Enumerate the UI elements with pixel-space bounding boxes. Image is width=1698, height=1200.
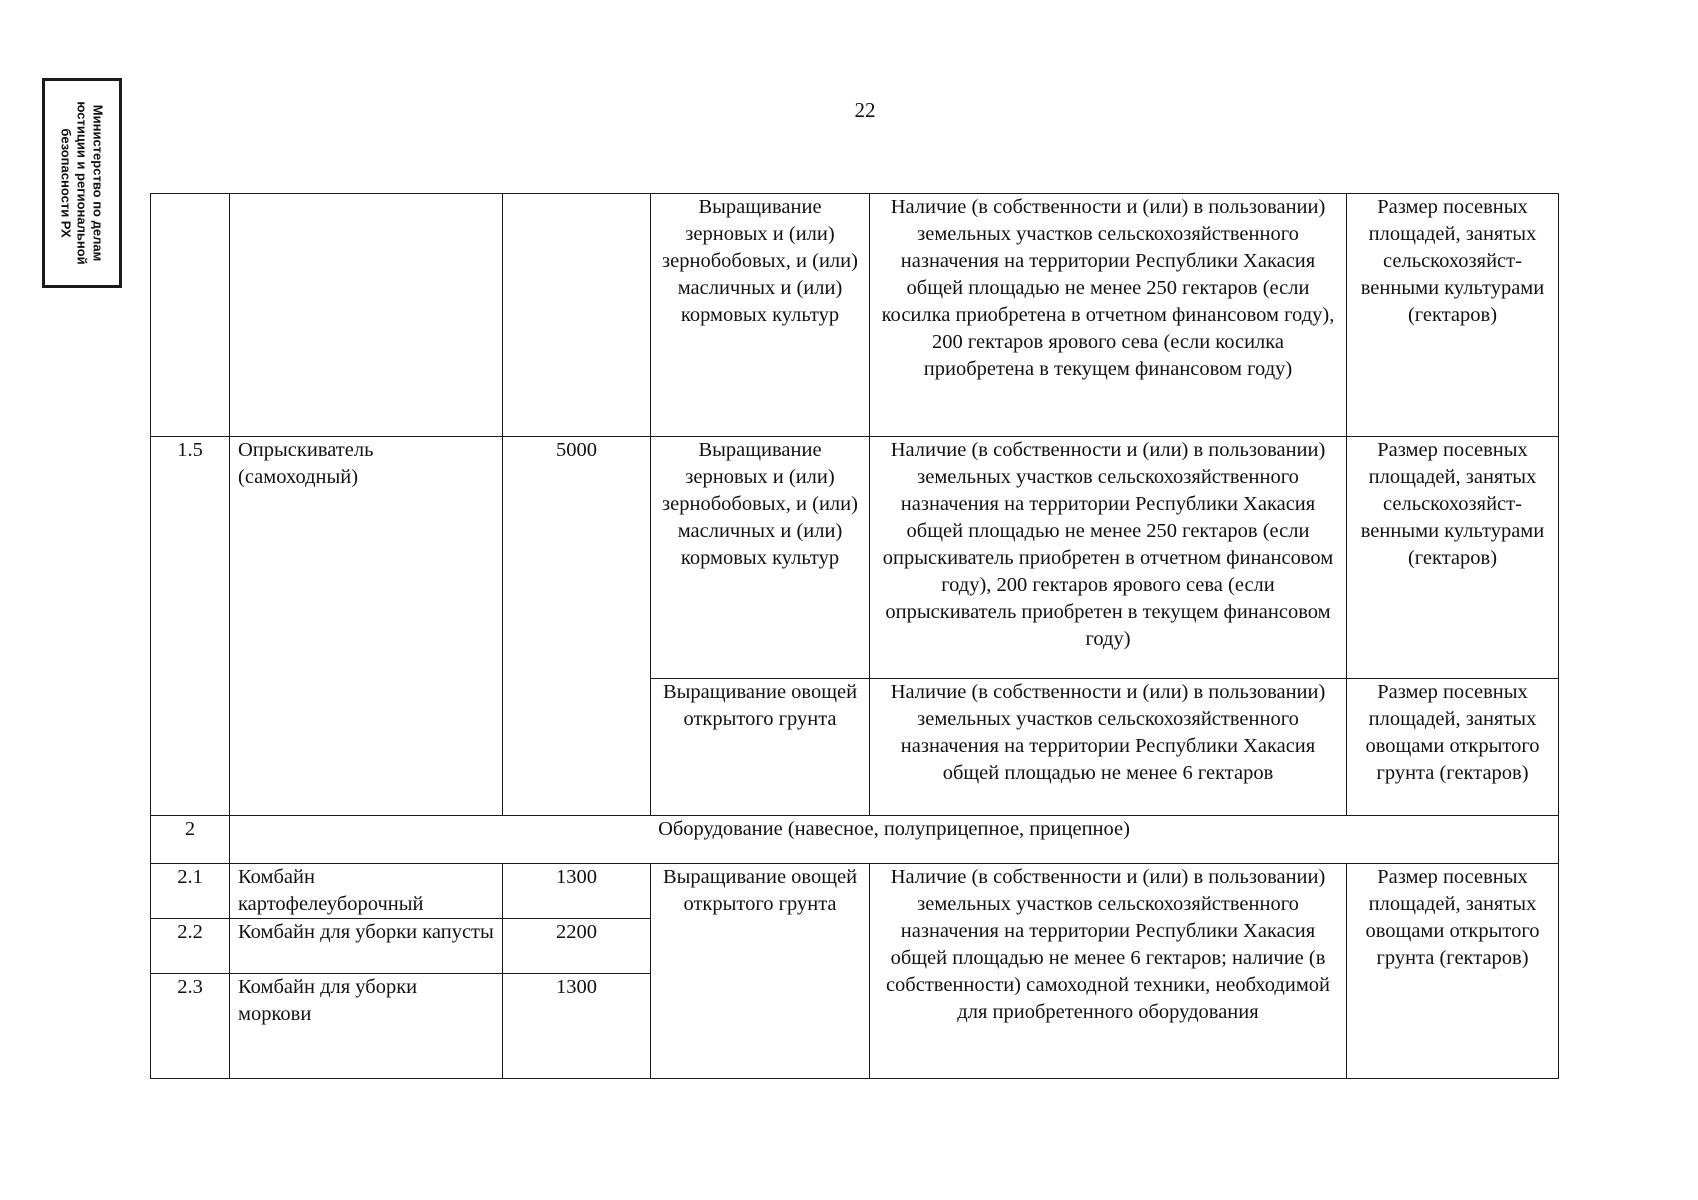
- equipment-name-cell: Комбайн для уборки моркови: [230, 974, 503, 1079]
- indicator-cell: Размер посевных площадей, занятых овощами открытого грунта (гектаров): [1347, 679, 1559, 816]
- amount-cell: 1300: [503, 974, 651, 1079]
- row-number-cell: 2.2: [151, 919, 230, 974]
- row-number-cell: 2.3: [151, 974, 230, 1079]
- activity-cell: Выращивание зерновых и (или) зернобобовых, и (или) масличных и (или) кормовых культур: [651, 194, 870, 437]
- table-row: [151, 437, 1559, 679]
- row-number-cell: 1.5: [151, 437, 230, 816]
- equipment-name-cell: Комбайн картофелеуборочный: [230, 864, 503, 919]
- table-row: [151, 194, 1559, 437]
- page-number: 22: [854, 98, 876, 122]
- condition-cell: Наличие (в собственности и (или) в пользовании) земельных участков сельскохозяйственного назначения на территории Республики Хакасия общей площадью не менее 6 гектаров: [870, 679, 1347, 816]
- equipment-name-cell: Комбайн для уборки капусты: [230, 919, 503, 974]
- section-title-cell: Оборудование (навесное, полуприцепное, прицепное): [230, 816, 1559, 864]
- amount-cell: 5000: [503, 437, 651, 816]
- indicator-cell: Размер посевных площадей, занятых сельскохозяйст-венными культурами (гектаров): [1347, 437, 1559, 679]
- condition-cell: Наличие (в собственности и (или) в пользовании) земельных участков сельскохозяйственного назначения на территории Республики Хакасия общей площадью не менее 250 гектаров (если косилка приобретена в отчетном финансовом году), 200 гектаров ярового сева (если косилка приобретена в текущем финансовом году): [870, 194, 1347, 437]
- equipment-name-cell: [230, 194, 503, 437]
- section-number-cell: 2: [151, 816, 230, 864]
- table-row: [151, 864, 1559, 919]
- indicator-cell: Размер посевных площадей, занятых овощами открытого грунта (гектаров): [1347, 864, 1559, 1079]
- activity-cell: Выращивание овощей открытого грунта: [651, 679, 870, 816]
- amount-cell: [503, 194, 651, 437]
- equipment-name-cell: Опрыскиватель (самоходный): [230, 437, 503, 816]
- row-number-cell: [151, 194, 230, 437]
- condition-cell: Наличие (в собственности и (или) в пользовании) земельных участков сельскохозяйственного назначения на территории Республики Хакасия общей площадью не менее 250 гектаров (если опрыскиватель приобретен в отчетном финансовом году), 200 гектаров ярового сева (если опрыскиватель приобретен в текущем финансовом году): [870, 437, 1347, 679]
- indicator-cell: Размер посевных площадей, занятых сельскохозяйст-венными культурами (гектаров): [1347, 194, 1559, 437]
- activity-cell: Выращивание овощей открытого грунта: [651, 864, 870, 1079]
- amount-cell: 1300: [503, 864, 651, 919]
- stamp-text: Министерство по делам юстиции и региональной безопасности РХ: [59, 101, 107, 265]
- requirements-table: [150, 193, 1559, 1079]
- amount-cell: 2200: [503, 919, 651, 974]
- condition-cell: Наличие (в собственности и (или) в пользовании) земельных участков сельскохозяйственного назначения на территории Республики Хакасия общей площадью не менее 6 гектаров; наличие (в собственности) самоходной техники, необходимой для приобретенного оборудования: [870, 864, 1347, 1079]
- registration-stamp: [42, 78, 122, 288]
- activity-cell: Выращивание зерновых и (или) зернобобовых, и (или) масличных и (или) кормовых культур: [651, 437, 870, 679]
- section-row: [151, 816, 1559, 864]
- row-number-cell: 2.1: [151, 864, 230, 919]
